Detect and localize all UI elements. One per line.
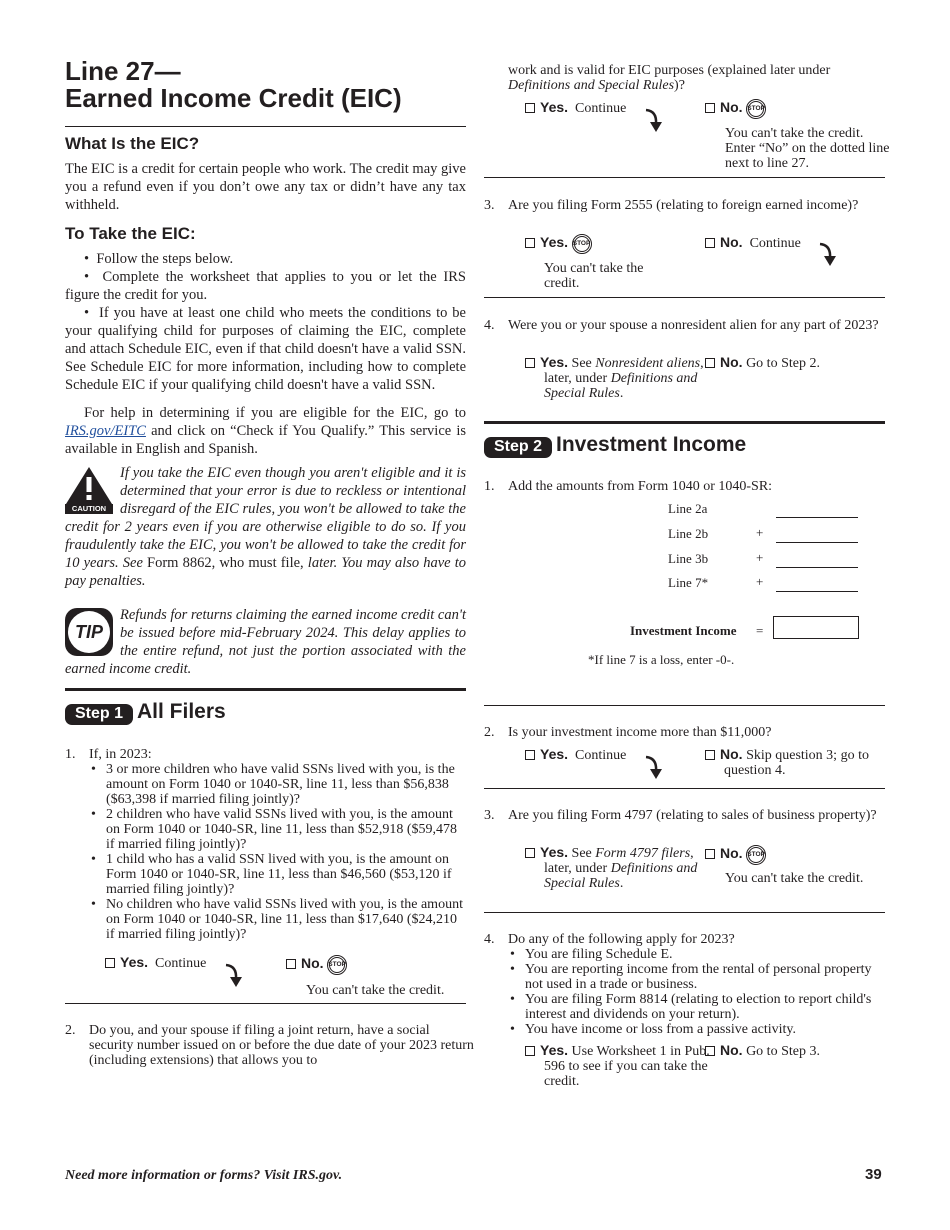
to-take-heading: To Take the EIC: [65, 224, 196, 243]
step1-q3-no: No. Continue [705, 235, 801, 251]
checkbox[interactable] [525, 1046, 535, 1056]
line-3b: Line 3b [668, 551, 709, 566]
svg-text:TIP: TIP [74, 622, 104, 642]
checkbox[interactable] [525, 103, 535, 113]
divider [484, 705, 885, 706]
title-line-1: Line 27— [65, 56, 181, 86]
step1-question-4: 4. Were you or your spouse a nonresident alien for any part of 2023? [484, 318, 879, 333]
step2-question-4: 4. Do any of the following apply for 2023? • You are filing Schedule E. • You are reporting income from the rental of personal property not used in a trade or business. • You are filing Form 8814 (relating to election to report child's interest and dividends on your return). • You have income or loss from a passive activity. [484, 932, 872, 1037]
step1-question-1: 1. If, in 2023: • 3 or more children who have valid SSNs lived with you, is the amount on Form 1040 or 1040-SR, line 11, less than $56,838 ($63,398 if married filing jointly)? • 2 children who have valid SSNs lived with you, is the amount on Form 1040 or 1040-SR, line 11, less than $52,918 ($59,478 if married filing jointly)? • 1 child who has a valid SSN lived with you, is the amount on Form 1040 or 1040-SR, line 11, less than $46,560 ($53,120 if married filing jointly)? • No children who have valid SSNs lived with you, is the amount on Form 1040 or 1040-SR, line 11, less than $17,640 ($24,210 if married filing jointly)? [65, 747, 463, 942]
footer-text: Need more information or forms? Visit IRS.gov. [65, 1168, 343, 1183]
step1-q1-yes: Yes. Continue [105, 955, 206, 971]
plus-sign: + [756, 574, 764, 589]
divider [484, 177, 885, 178]
equals-sign: = [756, 623, 764, 638]
caution-icon: CAUTION [65, 466, 113, 514]
plus-sign: + [756, 550, 764, 565]
footnote: *If line 7 is a loss, enter -0-. [588, 652, 735, 667]
checkbox[interactable] [525, 750, 535, 760]
bullet-item: • Complete the worksheet that applies to you or let the IRS figure the credit for you. [65, 269, 466, 303]
continue-arrow-icon [644, 755, 662, 781]
step2-q4-yes: Yes. Use Worksheet 1 in Pub. 596 to see if you can take the credit. [525, 1043, 719, 1089]
checkbox[interactable] [705, 103, 715, 113]
divider [484, 912, 885, 913]
step1-q2-no: No. STOP [705, 99, 766, 119]
step1-question-2-continued: work and is valid for EIC purposes (explained later under Definitions and Special Rules)? [508, 63, 831, 93]
step1-question-3: 3. Are you filing Form 2555 (relating to foreign earned income)? [484, 198, 859, 213]
plus-sign: + [756, 525, 764, 540]
checkbox[interactable] [705, 750, 715, 760]
step2-q2-yes: Yes. Continue [525, 747, 626, 763]
step1-badge: Step 1 [65, 704, 133, 725]
tip-block: TIP Refunds for returns claiming the earned income credit can't be issued before mid-February 2024. This delay applies to the entire refund, not just the portion associated with the earned income credit. [65, 607, 466, 677]
page-title [65, 58, 466, 112]
what-is-heading: What Is the EIC? [65, 134, 200, 153]
step2-title: Investment Income [556, 433, 747, 456]
checkbox[interactable] [705, 238, 715, 248]
line-2b: Line 2b [668, 526, 709, 541]
continue-arrow-icon [818, 242, 836, 268]
stop-icon: STOP [327, 955, 347, 975]
bullet-item: • Follow the steps below. [84, 251, 234, 267]
checkbox[interactable] [105, 958, 115, 968]
divider [65, 126, 466, 127]
step2-q3-no-text: You can't take the credit. [725, 871, 864, 886]
step1-q3-yes-text: You can't take the credit. [544, 261, 644, 291]
left-column [65, 58, 466, 942]
tip-icon [65, 608, 113, 656]
divider [484, 788, 885, 789]
checkbox[interactable] [705, 1046, 715, 1056]
step1-q1-no: No. STOP [286, 955, 347, 975]
line-7-field[interactable] [776, 591, 858, 592]
investment-income-field[interactable] [773, 616, 859, 639]
step2-question-3: 3. Are you filing Form 4797 (relating to sales of business property)? [484, 808, 877, 823]
step2-q4-no: No. Go to Step 3. [705, 1043, 820, 1059]
divider [484, 297, 885, 298]
checkbox[interactable] [286, 959, 296, 969]
continue-arrow-icon [644, 108, 662, 134]
line-2a: Line 2a [668, 501, 708, 516]
title-line-2: Earned Income Credit (EIC) [65, 83, 402, 113]
stop-icon: STOP [572, 234, 592, 254]
step2-q3-yes: Yes. See Form 4797 filers, later, under Definitions and Special Rules. [525, 845, 719, 891]
step2-q3-no: No. STOP [705, 845, 766, 865]
step1-question-2: 2. Do you, and your spouse if filing a joint return, have a social security number issued on or before the due date of your 2023 return (including extensions) that allows you to [65, 1023, 474, 1068]
step2-q2-no: No. Skip question 3; go to question 4. [705, 747, 904, 778]
divider [65, 1003, 466, 1004]
step1-title: All Filers [137, 700, 226, 723]
step1-q1-no-text: You can't take the credit. [306, 983, 445, 998]
step1-q2-no-text: You can't take the credit. Enter “No” on the dotted line next to line 27. [725, 126, 890, 171]
step1-q4-yes: Yes. See Nonresident aliens, later, under Definitions and Special Rules. [525, 355, 719, 401]
continue-arrow-icon [224, 963, 242, 989]
checkbox[interactable] [525, 358, 535, 368]
page-number: 39 [865, 1166, 882, 1183]
checkbox[interactable] [705, 358, 715, 368]
help-text: For help in determining if you are eligible for the EIC, go to IRS.gov/EITC and click on “Check if You Qualify.” This service is available in English and Spanish. [65, 405, 467, 457]
irs-eitc-link[interactable]: IRS.gov/EITC [65, 423, 146, 439]
investment-income-label: Investment Income [630, 623, 737, 638]
checkbox[interactable] [705, 849, 715, 859]
step1-q2-yes: Yes. Continue [525, 100, 626, 116]
bullet-item: • If you have at least one child who meets the conditions to be your qualifying child for purposes of claiming the EIC, complete and attach Schedule EIC, even if that child doesn't have a valid SSN. See Schedule EIC for more information, including how to complete Schedule EIC if your qualifying child doesn't have a valid SSN. [65, 305, 466, 393]
what-is-text: The EIC is a credit for certain people who work. The credit may give you a refund even if you don’t owe any tax or didn’t have any tax withheld. [65, 161, 466, 213]
line-2a-field[interactable] [776, 517, 858, 518]
line-2b-field[interactable] [776, 542, 858, 543]
divider [484, 421, 885, 424]
step1-q4-no: No. Go to Step 2. [705, 355, 820, 371]
line-7: Line 7* [668, 575, 709, 590]
step2-badge: Step 2 [484, 437, 552, 458]
line-3b-field[interactable] [776, 567, 858, 568]
checkbox[interactable] [525, 238, 535, 248]
step2-question-2: 2. Is your investment income more than $11,000? [484, 725, 772, 740]
step2-question-1: 1. Add the amounts from Form 1040 or 1040-SR: [484, 479, 773, 494]
checkbox[interactable] [525, 848, 535, 858]
step1-header [65, 700, 466, 725]
divider [65, 688, 466, 691]
step1-q3-yes: Yes. STOP [525, 234, 592, 254]
step2-header [484, 433, 746, 458]
stop-icon: STOP [746, 845, 766, 865]
caution-block: CAUTION If you take the EIC even though you aren't eligible and it is determined that your error is due to reckless or intentional disregard of the EIC rules, you won't be allowed to take the credit for 2 years even if you are otherwise eligible to do so. If you fraudulently take the EIC, you won't be allowed to take the credit for 10 years. See Form 8862, who must file, later. You may also have to pay penalties. [65, 465, 467, 589]
stop-icon: STOP [746, 99, 766, 119]
